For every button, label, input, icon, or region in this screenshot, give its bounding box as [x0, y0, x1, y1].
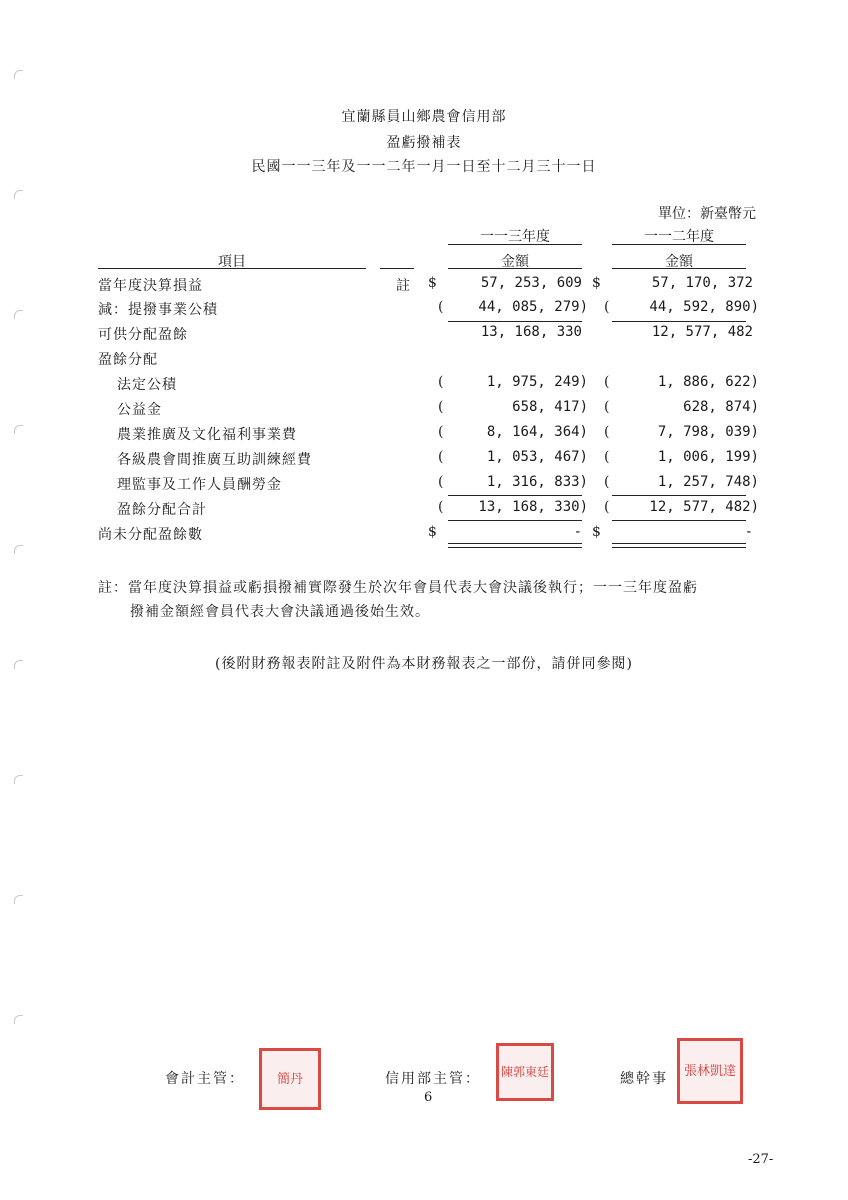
final-double-underline: [612, 543, 746, 548]
amount-header-current: 金額: [501, 254, 529, 270]
amount-prior: 12, 577, 482: [651, 324, 753, 340]
amount-prior-underline: [612, 268, 746, 269]
amount-prior: 7, 798, 039): [657, 424, 759, 440]
row-label: 當年度決算損益: [98, 278, 203, 294]
row-note: 註: [396, 278, 410, 294]
amount-prior: 1, 886, 622): [657, 374, 759, 390]
footnote-line-2: 撥補金額經會員代表大會決議通過後始生效。: [130, 604, 430, 620]
paren-open: (: [438, 299, 444, 315]
amount-current: 1, 053, 467): [486, 449, 588, 465]
org-name: 宜蘭縣員山鄉農會信用部: [341, 109, 507, 125]
table-row: [0, 275, 848, 299]
note-header-underline: [380, 268, 414, 269]
paren-open: (: [604, 449, 610, 465]
seal-credit-dept-stamp: 陳郭東廷: [496, 1043, 554, 1101]
amount-prior: 44, 592, 890): [649, 299, 759, 315]
currency-symbol: $: [592, 524, 601, 540]
subtotal-underline: [448, 495, 582, 496]
year-current-header: 一一三年度: [480, 229, 550, 245]
amount-current: 1, 975, 249): [486, 374, 588, 390]
subtotal-underline: [612, 321, 746, 322]
report-title: 盈虧撥補表: [386, 135, 462, 151]
subtotal-underline: [612, 495, 746, 496]
table-row: [0, 449, 848, 473]
report-period: 民國一一三年及一一二年一月一日至十二月三十一日: [251, 159, 597, 175]
paren-open: (: [438, 474, 444, 490]
row-label: 盈餘分配: [98, 352, 158, 368]
paren-open: (: [438, 424, 444, 440]
amount-prior: 628, 874): [683, 399, 759, 415]
seal-accounting-stamp: 簡丹: [259, 1048, 321, 1110]
item-header: 項目: [218, 254, 246, 270]
seal-general-manager-stamp: 張林凱達: [677, 1038, 743, 1104]
amount-current: 1, 316, 833): [486, 474, 588, 490]
paren-open: (: [438, 374, 444, 390]
paren-open: (: [604, 374, 610, 390]
footnote-line-1: 註：當年度決算損益或虧損撥補實際發生於次年會員代表大會決議後執行；一一三年度盈虧: [98, 580, 698, 596]
amount-current: 658, 417): [512, 399, 588, 415]
table-row: [0, 299, 848, 323]
page-number-inner: 6: [424, 1090, 433, 1105]
reference-note: (後附財務報表附註及附件為本財務報表之一部份，請併同參閱): [215, 656, 633, 672]
currency-symbol: $: [592, 275, 601, 291]
amount-current: 8, 164, 364): [486, 424, 588, 440]
table-row: [0, 399, 848, 423]
item-header-underline: [98, 268, 366, 269]
amount-prior: -: [744, 524, 753, 540]
table-row: [0, 349, 848, 373]
row-label: 尚未分配盈餘數: [98, 527, 203, 543]
year-current-underline: [448, 244, 582, 245]
amount-current: 57, 253, 609: [480, 275, 582, 291]
amount-current: 13, 168, 330): [478, 499, 588, 515]
row-label: 農業推廣及文化福利事業費: [117, 427, 297, 443]
row-label: 公益金: [117, 402, 162, 418]
amount-current: 44, 085, 279): [478, 299, 588, 315]
row-label: 盈餘分配合計: [117, 502, 207, 518]
total-underline: [448, 520, 582, 521]
amount-current: 13, 168, 330: [480, 324, 582, 340]
amount-prior: 12, 577, 482): [649, 499, 759, 515]
final-double-underline: [448, 543, 582, 548]
paren-open: (: [438, 449, 444, 465]
page-number-outer: -27-: [748, 1152, 774, 1167]
row-label: 可供分配盈餘: [98, 327, 188, 343]
row-label: 理監事及工作人員酬勞金: [117, 477, 282, 493]
amount-header-prior: 金額: [665, 254, 693, 270]
subtotal-underline: [448, 321, 582, 322]
year-prior-underline: [612, 244, 746, 245]
paren-open: (: [604, 399, 610, 415]
paren-open: (: [604, 299, 610, 315]
paren-open: (: [604, 474, 610, 490]
year-prior-header: 一一二年度: [644, 229, 714, 245]
amount-prior: 1, 006, 199): [657, 449, 759, 465]
currency-unit: 單位：新臺幣元: [658, 206, 756, 222]
table-row: [0, 374, 848, 398]
paren-open: (: [604, 424, 610, 440]
total-underline: [612, 520, 746, 521]
amount-current: -: [573, 524, 582, 540]
paren-open: (: [438, 499, 444, 515]
currency-symbol: $: [428, 524, 437, 540]
signature-credit-dept: 信用部主管：: [385, 1071, 481, 1087]
signature-accounting: 會計主管：: [165, 1071, 245, 1087]
row-label: 法定公積: [117, 377, 177, 393]
row-label: 各級農會間推廣互助訓練經費: [117, 452, 312, 468]
amount-prior: 57, 170, 372: [651, 275, 753, 291]
amount-prior: 1, 257, 748): [657, 474, 759, 490]
paren-open: (: [438, 399, 444, 415]
currency-symbol: $: [428, 275, 437, 291]
signature-general-manager: 總幹事: [620, 1071, 668, 1087]
table-row: [0, 324, 848, 348]
row-label: 減：提撥事業公積: [98, 302, 218, 318]
paren-open: (: [604, 499, 610, 515]
table-row: [0, 424, 848, 448]
amount-current-underline: [448, 268, 582, 269]
